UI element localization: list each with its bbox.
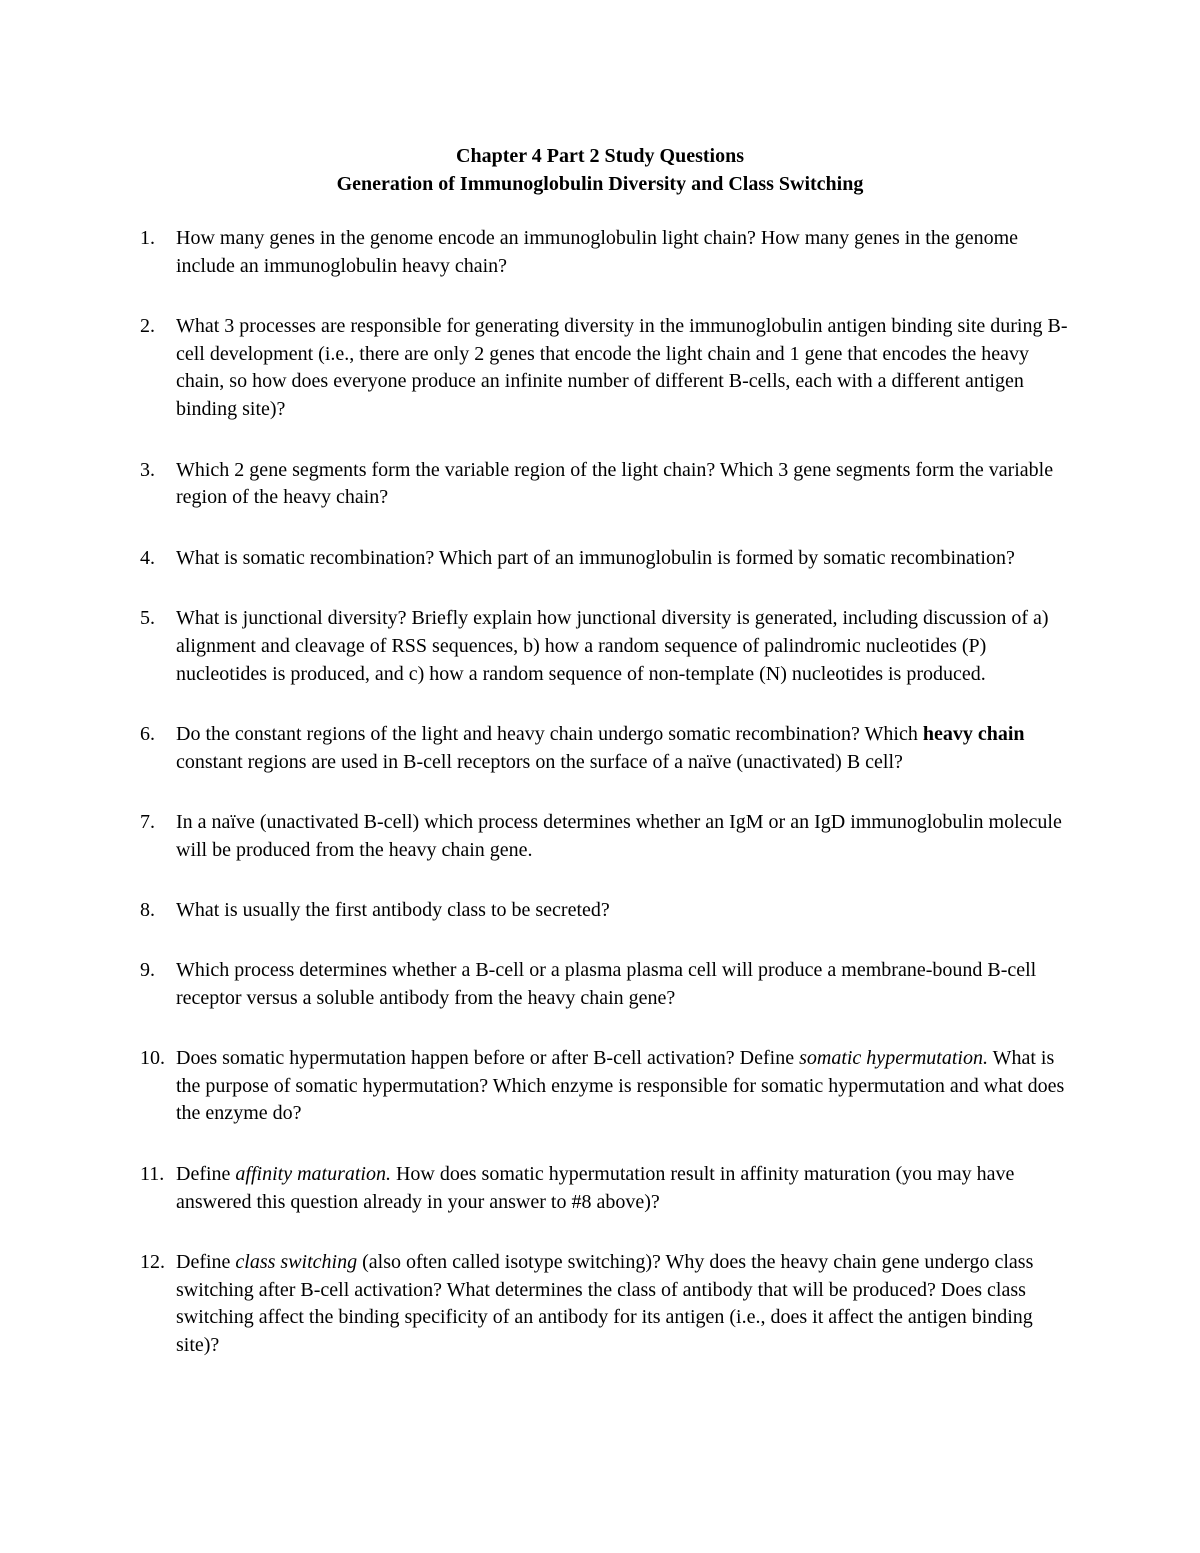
question-number: 9. <box>140 959 155 982</box>
question-text-segment: In a naïve (unactivated B-cell) which process determines whether an IgM or an IgD immunoglobulin molecule will be produced from the heavy chain gene. <box>176 811 1062 861</box>
question-text-segment: Which 2 gene segments form the variable region of the light chain? Which 3 gene segments form the variable region of the heavy chain? <box>176 458 1054 509</box>
question-text <box>176 897 1070 925</box>
question-item <box>140 721 1070 776</box>
question-text-italic: somatic hypermutation. <box>799 1047 988 1070</box>
question-number: 2. <box>140 315 155 338</box>
question-item <box>140 1045 1070 1128</box>
question-text-segment: What is somatic recombination? Which part of an immunoglobulin is formed by somatic recombination? <box>176 546 1015 569</box>
question-number: 12. <box>140 1251 165 1274</box>
question-text <box>176 721 1070 776</box>
question-text <box>176 545 1070 573</box>
question-text-segment: Define <box>176 1163 236 1186</box>
question-number: 8. <box>140 898 155 921</box>
question-number: 5. <box>140 607 155 630</box>
question-item <box>140 605 1070 688</box>
question-number: 4. <box>140 546 155 569</box>
title-line-1: Chapter 4 Part 2 Study Questions <box>456 145 744 167</box>
question-text-segment: What is the purpose of somatic hypermutation? Which enzyme is responsible for somatic hypermutation and what does the enzyme do? <box>176 1047 1065 1125</box>
question-text-segment: Define <box>176 1251 236 1274</box>
question-text-segment: Does somatic hypermutation happen before or after B-cell activation? Define <box>176 1047 800 1070</box>
question-text <box>176 1161 1070 1216</box>
question-item <box>140 225 1070 280</box>
title-line-2: Generation of Immunoglobulin Diversity and Class Switching <box>336 173 864 195</box>
question-text-segment: What is usually the first antibody class to be secreted? <box>176 898 610 921</box>
question-text-bold: heavy chain <box>922 723 1025 746</box>
question-text <box>176 957 1070 1012</box>
question-text <box>176 1249 1070 1359</box>
question-text-italic: class switching <box>235 1251 358 1274</box>
question-number: 3. <box>140 458 155 481</box>
question-text <box>176 457 1070 512</box>
question-number: 7. <box>140 811 155 834</box>
question-number: 10. <box>140 1047 165 1070</box>
question-text-segment: How many genes in the genome encode an immunoglobulin light chain? How many genes in the genome include an immunoglobulin heavy chain? <box>176 227 1019 277</box>
question-text-segment: Do the constant regions of the light and heavy chain undergo somatic recombination? Which <box>176 723 923 746</box>
question-text <box>176 313 1070 423</box>
question-text <box>176 605 1070 688</box>
question-text-segment: constant regions are used in B-cell receptors on the surface of a naïve (unactivated) B cell? <box>176 750 903 773</box>
question-item <box>140 313 1070 423</box>
question-number: 6. <box>140 723 155 746</box>
question-item <box>140 1249 1070 1359</box>
question-text <box>176 809 1070 864</box>
question-number: 11. <box>140 1163 165 1186</box>
document-title <box>0 142 1200 198</box>
question-text <box>176 225 1070 280</box>
question-item <box>140 957 1070 1012</box>
question-item <box>140 809 1070 864</box>
question-item <box>140 457 1070 512</box>
question-item <box>140 545 1070 573</box>
question-text-segment: How does somatic hypermutation result in affinity maturation (you may have answered this question already in your answer to #8 above)? <box>176 1163 1015 1213</box>
question-text-segment: (also often called isotype switching)? Why does the heavy chain gene undergo class switching after B-cell activation? What determines the class of antibody that will be produced? Does class switching affect the binding specificity of an antibody for its antigen (i.e., does it affect the antigen binding site)? <box>176 1251 1034 1357</box>
question-text-segment: What 3 processes are responsible for generating diversity in the immunoglobulin antigen binding site during B-cell development (i.e., there are only 2 genes that encode the light chain and 1 gene that encodes the heavy chain, so how does everyone produce an infinite number of different B-cells, each with a different antigen binding site)? <box>176 315 1068 420</box>
question-text-segment: What is junctional diversity? Briefly explain how junctional diversity is generated, including discussion of a) alignment and cleavage of RSS sequences, b) how a random sequence of palindromic nucleotides (P) nucleotides is produced, and c) how a random sequence of non-template (N) nucleotides is produced. <box>176 607 1049 685</box>
question-number: 1. <box>140 227 155 249</box>
question-text-segment: Which process determines whether a B-cell or a plasma plasma cell will produce a membrane-bound B-cell receptor versus a soluble antibody from the heavy chain gene? <box>176 959 1037 1009</box>
question-item <box>140 897 1070 925</box>
question-list <box>140 225 1070 1360</box>
question-item <box>140 1161 1070 1216</box>
question-text <box>176 1045 1070 1128</box>
question-text-italic: affinity maturation. <box>235 1163 391 1186</box>
